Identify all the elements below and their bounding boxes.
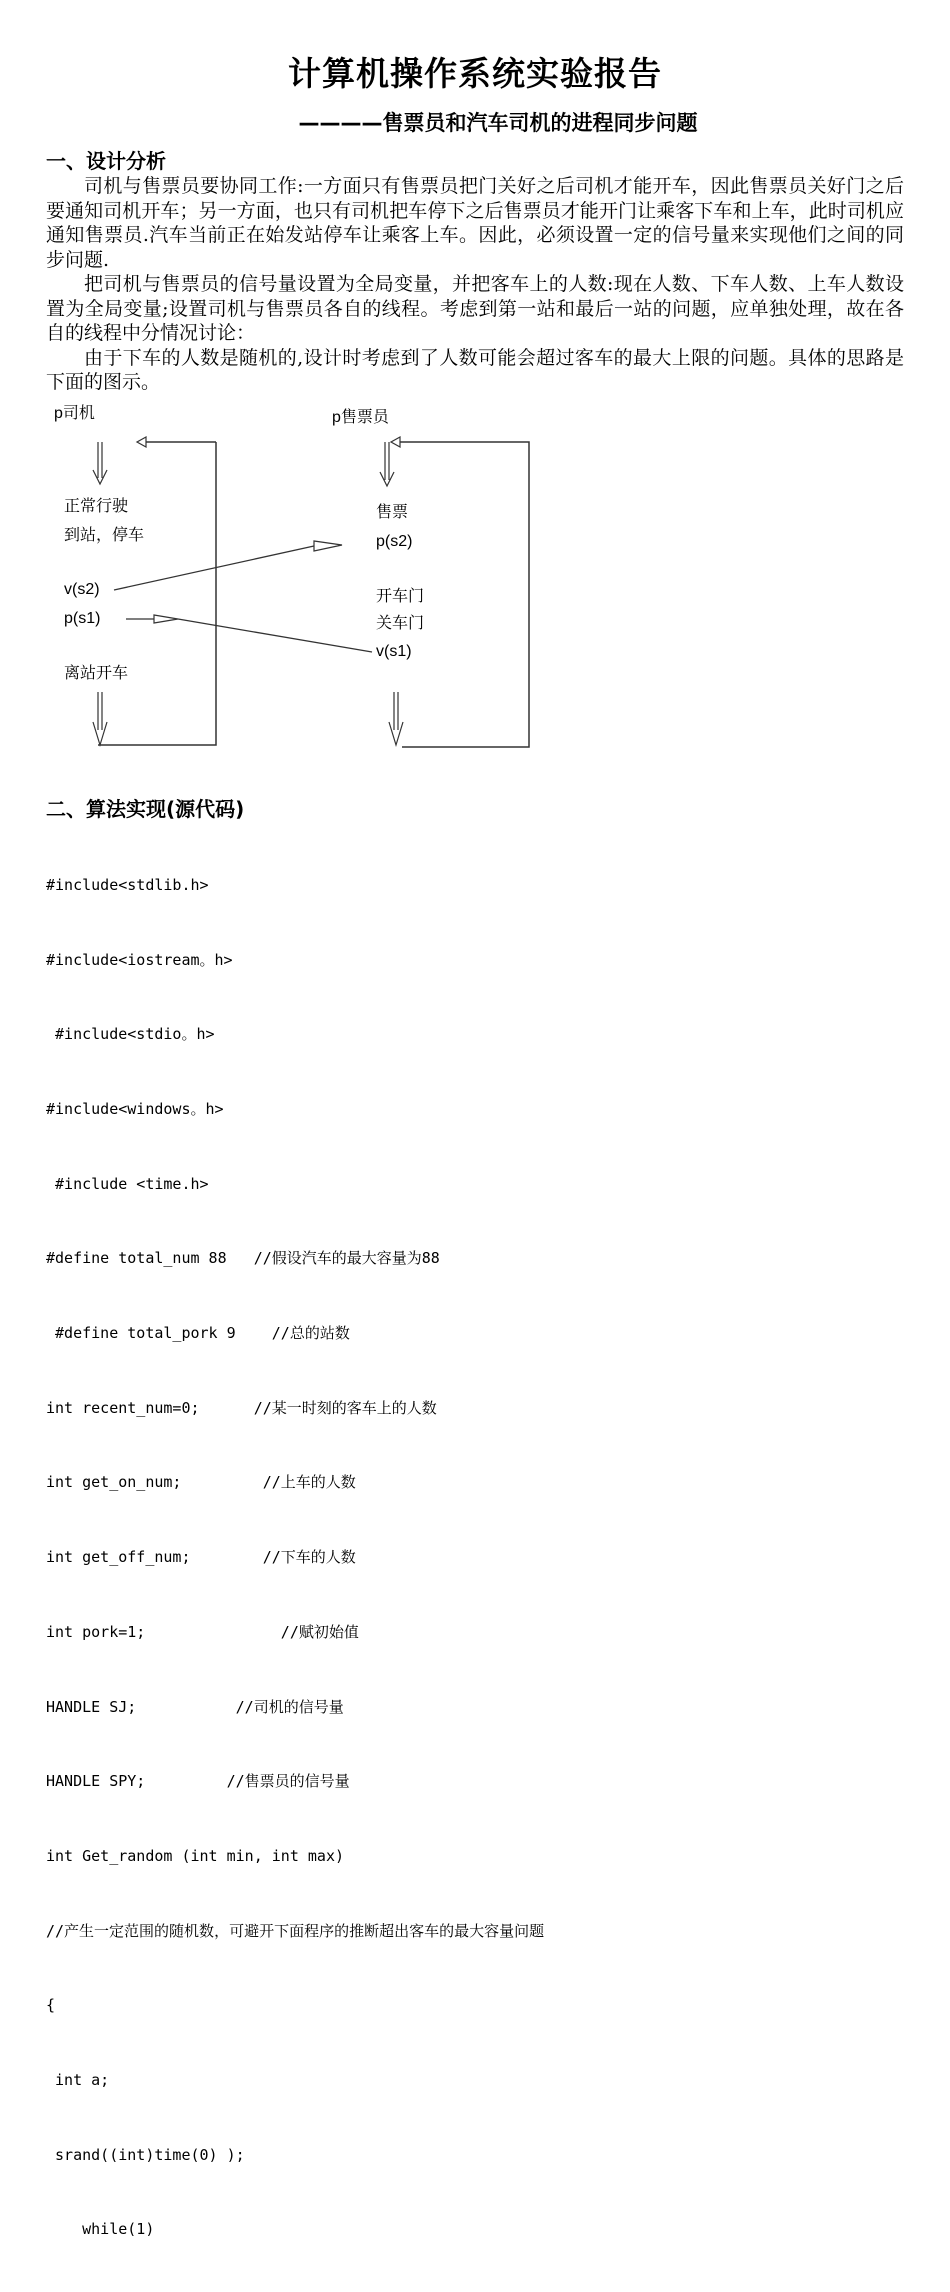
code-line: int get_off_num; //下车的人数 [46, 1548, 356, 1567]
code-line: //产生一定范围的随机数，可避开下面程序的推断超出客车的最大容量问题 [46, 1921, 545, 1940]
paragraph: 司机与售票员要协同工作:一方面只有售票员把门关好之后司机才能开车，因此售票员关好门之后要通知司机开车；另一方面，也只有司机把车停下之后售票员才能开门让乘客下车和上车，此时司机应通知售票员.汽车当前正在始发站停车让乘客上车。因此，必须设置一定的信号量来实现他们之间的同步问题. [46, 175, 904, 271]
code-line: int recent_num=0; //某一时刻的客车上的人数 [46, 1398, 437, 1417]
driver-loop-arrowhead [137, 437, 146, 447]
design-analysis-text [46, 174, 904, 395]
driver-title: p司机 [54, 405, 95, 422]
conductor-down-arrow-icon [380, 442, 394, 486]
code-line: { [46, 1996, 56, 2015]
conductor-step: 售票 [376, 504, 409, 521]
conductor-down-arrow-icon [389, 692, 403, 745]
section-heading-design: 一、设计分析 [46, 149, 166, 173]
driver-step: p(s1) [64, 610, 101, 627]
conductor-step: v(s1) [376, 643, 412, 660]
code-line: #include<windows。h> [46, 1099, 224, 1118]
code-line: #include<stdlib.h> [46, 875, 209, 894]
paragraph: 由于下车的人数是随机的,设计时考虑到了人数可能会超过客车的最大上限的问题。具体的思路是下面的图示。 [46, 346, 904, 393]
code-line: srand((int)time(0) ); [46, 2145, 245, 2164]
driver-down-arrow-icon [93, 692, 107, 745]
code-line: while(1) [46, 2220, 155, 2239]
driver-step: 正常行驶 [64, 498, 129, 515]
conductor-step: 开车门 [376, 588, 425, 605]
sync-flow-diagram [46, 400, 546, 752]
conductor-title: p售票员 [332, 409, 389, 426]
code-line: #define total_pork 9 //总的站数 [46, 1324, 350, 1343]
driver-step: v(s2) [64, 581, 100, 598]
document-subtitle: ————售票员和汽车司机的进程同步问题 [298, 111, 698, 135]
driver-loop-line [98, 442, 216, 745]
code-line: #define total_num 88 //假设汽车的最大容量为88 [46, 1249, 440, 1268]
driver-down-arrow-icon [93, 442, 107, 484]
code-line: int Get_random (int min, int max) [46, 1846, 345, 1865]
code-line: int a; [46, 2071, 110, 2090]
code-line: #include<stdio。h> [46, 1025, 215, 1044]
code-line: int get_on_num; //上车的人数 [46, 1473, 356, 1492]
paragraph: 把司机与售票员的信号量设置为全局变量，并把客车上的人数:现在人数、下车人数、上车人数设置为全局变量;设置司机与售票员各自的线程。考虑到第一站和最后一站的问题，应单独处理，故在各自的线程中分情况讨论： [46, 273, 904, 344]
driver-step: 到站，停车 [64, 527, 145, 544]
code-line: #include <time.h> [46, 1174, 209, 1193]
driver-step: 离站开车 [64, 665, 129, 682]
conductor-loop-arrowhead [391, 437, 400, 447]
signal-arrow-v-s1-to-p-s1 [178, 619, 372, 652]
code-line: HANDLE SJ; //司机的信号量 [46, 1697, 344, 1716]
signal-arrowhead [314, 541, 342, 551]
signal-arrow-v-s2-to-p-s2 [114, 546, 314, 590]
code-line: HANDLE SPY; //售票员的信号量 [46, 1772, 350, 1791]
source-code-block [46, 823, 906, 2292]
document-title: 计算机操作系统实验报告 [288, 54, 662, 93]
conductor-step: 关车门 [376, 615, 425, 632]
code-line: #include<iostream。h> [46, 950, 233, 969]
code-line: int pork=1; //赋初始值 [46, 1622, 359, 1641]
conductor-step: p(s2) [376, 533, 413, 550]
signal-arrowhead [126, 615, 178, 623]
section-heading-code: 二、算法实现(源代码) [46, 797, 245, 821]
